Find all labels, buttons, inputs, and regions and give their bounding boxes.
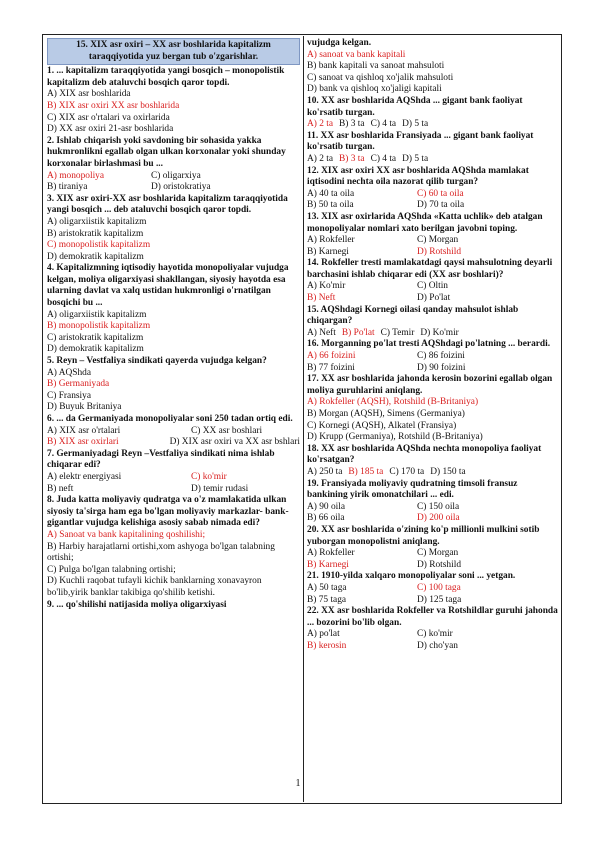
option-c-correct: C) 60 ta oila <box>417 188 464 199</box>
option-d: D) XX asr oxiri 21-asr boshlarida <box>47 124 174 135</box>
option-c: C) Pulga bo'lgan talabning ortishi; <box>47 564 176 575</box>
question-20 <box>307 525 560 571</box>
option-a-correct: A) Rokfeller (AQSH), Rotshild (B-Britaniya) <box>307 397 479 408</box>
options-row <box>47 426 300 438</box>
option-a-correct: A) 2 ta <box>307 119 334 130</box>
option-a: A) oligarxiistik kapitalizm <box>47 216 147 227</box>
question-text: 10. XX asr boshlarida AQShda ... gigant bank faoliyat ko'rsatib turgan. <box>307 95 523 118</box>
question-9-continued <box>307 38 560 96</box>
option-a: A) XIX asr o'rtalari <box>47 425 121 436</box>
option-c: C) Morgan <box>417 548 459 559</box>
options-row <box>47 437 300 449</box>
question-5 <box>47 356 300 414</box>
question-text: 14. Rokfeller tresti mamlakatdagi qaysi mahsulotning deyarli barchasini ishlab chiqarar edi (XX asr boshlari)? <box>307 258 553 280</box>
option-d: D) XIX asr oxiri va XX asr bshlari <box>169 437 300 448</box>
options-row <box>307 119 560 131</box>
option-a: A) po'lat <box>307 629 340 640</box>
option-d: D) Po'lat <box>417 293 451 304</box>
option-b: B) bank kapitali va sanoat mahsuloti <box>307 61 445 72</box>
option-b-correct: B) Karnegi <box>307 559 349 570</box>
option-c: C) oligarxiya <box>151 170 201 181</box>
option-b: B) tiraniya <box>47 182 88 193</box>
section-title-line1: 15. XIX asr oxiri – XX asr boshlarida kapitalizm <box>76 40 271 50</box>
question-text: 18. XX asr boshlarida AQShda nechta monopoliya faoliyat ko'rsatgan? <box>307 443 542 466</box>
page-number: 1 <box>295 778 301 789</box>
question-14 <box>307 258 560 304</box>
option-d: D) temir rudasi <box>191 483 249 494</box>
option-b: B) Harbiy harajatlarni ortishi,xom ashyoga bo'lgan talabning ortishi; <box>47 541 275 564</box>
question-text: 17. XX asr boshlarida jahonda kerosin bozorini egallab olgan moliya guruhlarini aniqlang. <box>307 374 553 396</box>
option-d: D) demokratik kapitalizm <box>47 344 144 355</box>
option-b-correct: B) XIX asr oxiri XX asr boshlarida <box>47 100 180 111</box>
option-a: A) elektr energiyasi <box>47 471 122 482</box>
option-a-correct: A) sanoat va bank kapitali <box>307 49 406 60</box>
question-text: vujudga kelgan. <box>307 38 372 48</box>
option-a: A) 50 taga <box>307 582 347 593</box>
question-9 <box>47 600 300 612</box>
option-d: D) 90 foizini <box>417 362 466 373</box>
option-a: A) XIX asr boshlarida <box>47 89 131 100</box>
question-text: 5. Reyn – Vestfaliya sindikati qayerda vujudga kelgan? <box>47 356 267 367</box>
option-b-correct: B) 3 ta <box>339 153 365 164</box>
question-text: 19. Fransiyada moliyaviy qudratning timsoli fransuz bankining yirik omonatchilari ... edi. <box>307 478 518 501</box>
option-d-correct: D) 200 oila <box>417 513 460 524</box>
option-c: C) 170 ta <box>389 466 425 477</box>
option-a: A) Neft <box>307 327 336 338</box>
option-a-correct: A) monopoliya <box>47 170 105 181</box>
right-column <box>307 38 560 652</box>
option-a: A) Rokfeller <box>307 235 355 246</box>
option-d-correct: D) Rotshild <box>417 246 462 257</box>
option-d: D) 5 ta <box>402 119 429 130</box>
option-b: B) aristokratik kapitalizm <box>47 228 144 239</box>
question-text: 1. ... kapitalizm taraqqiyotida yangi bosqich – monopolistik kapitalizm deb ataluvchi bosqich qaror topdi. <box>47 66 285 88</box>
option-d: D) Kuchli raqobat tufayli kichik banklarning xonavayron bo'lib,yirik banklar takibiga qo'shilib ketishi. <box>47 576 262 598</box>
question-text: 22. XX asr boshlarida Rokfeller va Rotshildlar guruhi jahonda ... bozorini bo'lib olgan. <box>307 606 558 628</box>
options-row <box>307 595 560 607</box>
option-a: A) 40 ta oila <box>307 188 355 199</box>
option-b: B) neft <box>47 483 74 494</box>
option-d: D) 70 ta oila <box>417 200 465 211</box>
option-b: B) 77 foizini <box>307 362 355 373</box>
options-row <box>307 189 560 201</box>
question-3 <box>47 194 300 264</box>
question-15 <box>307 305 560 340</box>
option-c: C) Morgan <box>417 235 459 246</box>
question-text: 13. XIX asr oxirlarida AQShda «Katta uchlik» deb atalgan monopoliyalar nomlari xato berilgan javobni toping. <box>307 211 543 234</box>
options-row <box>307 513 560 525</box>
question-22 <box>307 606 560 652</box>
option-c: C) XX asr boshlari <box>191 425 263 436</box>
option-d: D) cho'yan <box>417 640 458 651</box>
option-d: D) 5 ta <box>402 153 429 164</box>
question-2 <box>47 136 300 194</box>
options-row <box>307 548 560 560</box>
option-b-correct: B) Germaniyada <box>47 379 110 390</box>
question-text: 21. 1910-yilda xalqaro monopoliyalar soni ... yetgan. <box>307 571 516 582</box>
question-text: 20. XX asr boshlarida o'zining ko'p millionli mulkini sotib yuborgan monopolistni aniqlang. <box>307 524 540 547</box>
question-text: 16. Morganning po'lat tresti AQShdagi po'latning ... berardi. <box>307 339 551 350</box>
option-d: D) 150 ta <box>430 466 466 477</box>
option-b-correct: B) Po'lat <box>341 327 375 338</box>
question-text: 8. Juda katta moliyaviy qudratga va o'z mamlakatida ulkan siyosiy ta'sirga ham ega bo'lgan moliyaviy markazlar- bank-gigantlar vujudga kelishiga asosiy sabab nimada edi? <box>47 495 289 529</box>
options-row <box>307 641 560 653</box>
question-11 <box>307 131 560 166</box>
options-row <box>307 629 560 641</box>
option-a: A) oligarxiistik kapitalizm <box>47 309 147 320</box>
options-row <box>307 200 560 212</box>
option-d: D) 125 taga <box>417 594 462 605</box>
question-17 <box>307 374 560 444</box>
options-row <box>307 351 560 363</box>
option-a: A) 2 ta <box>307 153 334 164</box>
left-column <box>47 38 300 611</box>
option-a: A) AQShda <box>47 367 92 378</box>
option-b: B) 66 oila <box>307 513 345 524</box>
option-c-correct: C) 100 taga <box>417 582 461 593</box>
options-row <box>307 293 560 305</box>
option-d: D) Buyuk Britaniya <box>47 402 122 413</box>
options-row <box>307 328 560 340</box>
option-a: A) 90 oila <box>307 501 346 512</box>
options-row <box>307 560 560 572</box>
options-row <box>307 363 560 375</box>
option-a-correct: A) 66 foizini <box>307 351 356 362</box>
option-b-correct: B) XIX asr oxirlari <box>47 437 119 448</box>
options-row <box>307 235 560 247</box>
options-row <box>307 247 560 259</box>
option-b-correct: B) 185 ta <box>348 466 384 477</box>
option-b: B) Morgan (AQSH), Simens (Germaniya) <box>307 409 465 419</box>
option-a: A) Rokfeller <box>307 548 355 559</box>
question-12 <box>307 166 560 212</box>
question-1 <box>47 66 300 136</box>
question-6 <box>47 414 300 449</box>
options-row <box>47 182 300 194</box>
question-7 <box>47 449 300 495</box>
question-text: 6. ... da Germaniyada monopoliyalar soni 250 tadan ortiq edi. <box>47 414 293 424</box>
options-row <box>47 472 300 484</box>
column-divider <box>303 36 304 802</box>
option-d: D) demokratik kapitalizm <box>47 251 144 262</box>
question-18 <box>307 444 560 479</box>
option-c: C) sanoat va qishloq xo'jalik mahsuloti <box>307 72 454 83</box>
option-c: C) ko'mir <box>417 629 453 640</box>
option-b: B) 50 ta oila <box>307 200 354 211</box>
option-b-correct: B) kerosin <box>307 640 347 651</box>
option-b: B) 3 ta <box>339 119 365 130</box>
option-d: D) bank va qishloq xo'jaligi kapitali <box>307 84 442 95</box>
option-a-correct: A) Sanoat va bank kapitalining qoshilishi; <box>47 529 206 540</box>
options-row <box>307 583 560 595</box>
option-b: B) 75 taga <box>307 594 347 605</box>
option-c: C) Kornegi (AQSH), Alkatel (Fransiya) <box>307 420 457 431</box>
option-c: C) aristokratik kapitalizm <box>47 332 144 343</box>
question-text: 3. XIX asr oxiri-XX asr boshlarida kapitalizm taraqqiyotida yangi bosqich ... deb ataluvchi bosqich qaror topdi. <box>47 193 288 216</box>
option-c: C) 4 ta <box>370 153 397 164</box>
option-d: D) oristokratiya <box>151 182 211 193</box>
option-c: C) XIX asr o'rtalari va oxirlarida <box>47 112 170 123</box>
section-title <box>47 38 300 65</box>
options-row <box>307 502 560 514</box>
options-row <box>307 467 560 479</box>
question-text: 4. Kapitalizmning iqtisodiy hayotida monopoliyalar vujudga kelgan, moliya oligarxiyasi shakllangan, siyosiy hayotda esa ularning davlat va xalq ustidan hukmronligi o'rnatilgan bosqichi bu ... <box>47 263 289 309</box>
question-text: 15. AQShdagi Kornegi oilasi qanday mahsulot ishlab chiqargan? <box>307 304 519 327</box>
question-text: 7. Germaniyadagi Reyn –Vestfaliya sindikati nima ishlab chiqarar edi? <box>47 448 275 471</box>
option-c: C) Oltin <box>417 281 448 292</box>
question-text: 2. Ishlab chiqarish yoki savdoning bir sohasida yakka hukmronlikni egallab olgan ulkan korxonalar yoki shunday korxonalar birlashmasi bu ... <box>47 135 286 169</box>
question-10 <box>307 96 560 131</box>
option-d: D) Krupp (Germaniya), Rotshild (B-Britaniya) <box>307 432 483 443</box>
question-text: 9. ... qo'shilishi natijasida moliya oligarxiyasi <box>47 599 227 610</box>
option-c: C) 150 oila <box>417 501 460 512</box>
option-c: C) Temir <box>380 327 415 338</box>
option-c-correct: C) ko'mir <box>191 471 227 482</box>
option-c-correct: C) monopolistik kapitalizm <box>47 240 151 251</box>
option-a: A) Ko'mir <box>307 281 346 292</box>
option-c: C) 4 ta <box>370 119 397 130</box>
options-row <box>47 171 300 183</box>
question-8 <box>47 495 300 599</box>
option-c: C) Fransiya <box>47 390 92 401</box>
option-b-correct: B) Neft <box>307 293 336 304</box>
options-row <box>47 484 300 496</box>
question-13 <box>307 212 560 258</box>
option-b: B) Karnegi <box>307 246 349 257</box>
option-d: D) Rotshild <box>417 559 462 570</box>
question-4 <box>47 263 300 356</box>
question-16 <box>307 339 560 374</box>
section-title-line2: taraqqiyotida yuz bergan tub o'zgarishlar. <box>88 51 259 62</box>
question-21 <box>307 571 560 606</box>
option-c: C) 86 foizini <box>417 351 465 362</box>
question-19 <box>307 479 560 525</box>
options-row <box>307 281 560 293</box>
option-b-correct: B) monopolistik kapitalizm <box>47 321 151 332</box>
option-a: A) 250 ta <box>307 466 343 477</box>
question-text: 12. XIX asr oxiri XX asr boshlarida AQShda mamlakat iqtisodini nechta oila nazorat qilib turgan? <box>307 165 529 188</box>
options-row <box>307 154 560 166</box>
option-d: D) Ko'mir <box>420 327 459 338</box>
question-text: 11. XX asr boshlarida Fransiyada ... gigant bank faoliyat ko'rsatib turgan. <box>307 130 534 153</box>
